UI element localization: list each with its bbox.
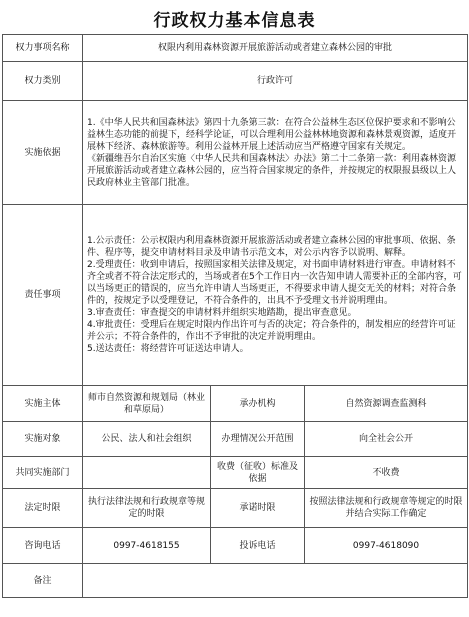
- duty-paragraph: 4.审批责任：受理后在规定时限内作出许可与否的决定；符合条件的，制发相应的经营许可证并公示；不符合条件的，作出不予审批的决定并说明理由。: [87, 320, 456, 342]
- row-limit: [3, 489, 468, 528]
- row-target: [3, 422, 468, 457]
- fee-value: 不收费: [305, 457, 468, 489]
- complaint-value: 0997-4618090: [305, 528, 468, 564]
- subject-value: 师市自然资源和规划局（林业和草原局）: [83, 386, 211, 422]
- row-duty: [3, 205, 468, 386]
- joint-value: [83, 457, 211, 489]
- promise-label: 承诺时限: [211, 489, 305, 528]
- duty-paragraph: 5.送达责任：将经营许可证送达申请人。: [87, 344, 249, 354]
- target-value: 公民、法人和社会组织: [83, 422, 211, 457]
- category-value: 行政许可: [83, 62, 468, 101]
- category-label: 权力类别: [3, 62, 83, 101]
- basis-text: [83, 101, 468, 205]
- name-label: 权力事项名称: [3, 35, 83, 62]
- phone-label: 咨询电话: [3, 528, 83, 564]
- row-joint: [3, 457, 468, 489]
- duty-paragraph: 1.公示责任：公示权限内利用森林资源开展旅游活动或者建立森林公园的审批事项、依据、条件、程序等，提交申请材料目录及申请书示范文本，对公示内容予以说明、解释。: [87, 236, 456, 258]
- row-phone: [3, 528, 468, 564]
- duty-paragraph: 2.受理责任：收到申请后，按照国家相关法律及规定，对书面申请材料进行审查。申请材料不齐全或者不符合法定形式的，当场或者在5个工作日内一次告知申请人需要补正的全部内容，可以当场更正的错误的，应当允许申请人当场更正，不得要求申请人提交无关的材料；对符合条件的，按规定予以受理登记，不符合条件的，出具不予受理文书并说明理由。: [87, 260, 462, 306]
- remark-value: [83, 564, 468, 598]
- org-value: 自然资源调查监测科: [305, 386, 468, 422]
- duty-paragraph: 3.审查责任：审查提交的申请材料并组织实地踏勘，提出审查意见。: [87, 308, 357, 318]
- row-category: [3, 62, 468, 101]
- phone-value: 0997-4618155: [83, 528, 211, 564]
- basis-paragraph: 1.《中华人民共和国森林法》第四十九条第三款：在符合公益林生态区位保护要求和不影响公益林生态功能的前提下，经科学论证，可以合理利用公益林林地资源和森林景观资源，适度开展林下经济、森林旅游等。利用公益林开展上述活动应当严格遵守国家有关规定。: [87, 117, 457, 152]
- row-name: [3, 35, 468, 62]
- remark-label: 备注: [3, 564, 83, 598]
- joint-label: 共同实施部门: [3, 457, 83, 489]
- basis-paragraph: 《新疆维吾尔自治区实施〈中华人民共和国森林法〉办法》第二十二条第一款：利用森林资源开展旅游活动或者建立森林公园的，应当符合国家规定的条件，并按规定的权限报县级以上人民政府林业主管部门批准。: [87, 153, 457, 188]
- target-label: 实施对象: [3, 422, 83, 457]
- info-table: [2, 34, 468, 598]
- row-remark: [3, 564, 468, 598]
- name-value: 权限内利用森林资源开展旅游活动或者建立森林公园的审批: [83, 35, 468, 62]
- limit-value: 执行法律法规和行政规章等规定的时限: [83, 489, 211, 528]
- duty-text: [83, 205, 468, 386]
- subject-label: 实施主体: [3, 386, 83, 422]
- scope-value: 向全社会公开: [305, 422, 468, 457]
- promise-value: 按照法律法规和行政规章等规定的时限并结合实际工作确定: [305, 489, 468, 528]
- row-basis: [3, 101, 468, 205]
- limit-label: 法定时限: [3, 489, 83, 528]
- basis-label: 实施依据: [3, 101, 83, 205]
- complaint-label: 投诉电话: [211, 528, 305, 564]
- org-label: 承办机构: [211, 386, 305, 422]
- page-title: 行政权力基本信息表: [153, 11, 316, 31]
- duty-label: 责任事项: [3, 205, 83, 386]
- row-subject: [3, 386, 468, 422]
- fee-label: 收费（征收）标准及依据: [211, 457, 305, 489]
- scope-label: 办理情况公开范围: [211, 422, 305, 457]
